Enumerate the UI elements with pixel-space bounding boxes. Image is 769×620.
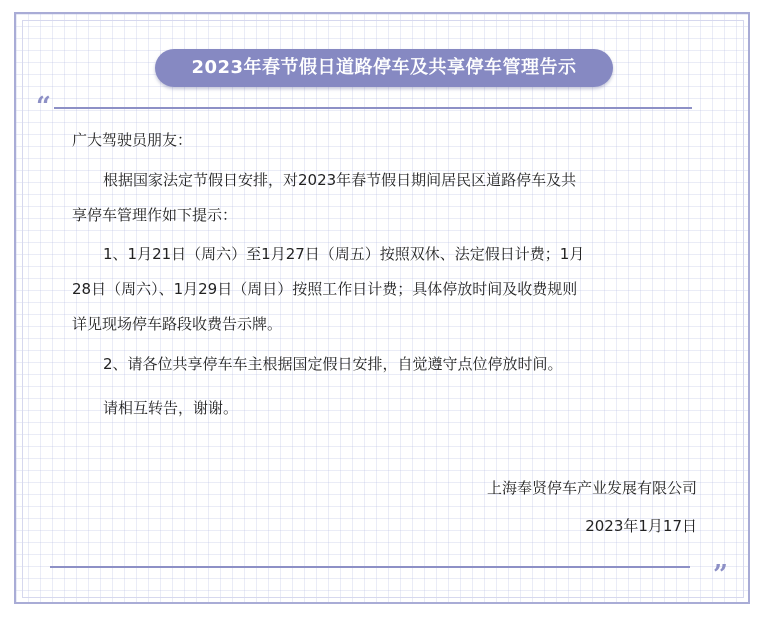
top-divider xyxy=(54,107,692,109)
open-quote-icon: “ xyxy=(36,92,51,122)
item2: 2、请各位共享停车车主根据国定假日安排，自觉遵守点位停放时间。 xyxy=(103,355,563,373)
intro-line-2: 享停车管理作如下提示： xyxy=(72,206,238,224)
closing-line: 请相互转告，谢谢。 xyxy=(103,399,239,417)
bottom-divider xyxy=(50,566,690,568)
signature: 上海奉贤停车产业发展有限公司 xyxy=(486,479,697,497)
item1-line-2: 28日（周六）、1月29日（周日）按照工作日计费；具体停放时间及收费规则 xyxy=(72,280,578,298)
notice-date: 2023年1月17日 xyxy=(585,517,697,535)
close-quote-icon: ” xyxy=(713,560,728,590)
intro-line-1: 根据国家法定节假日安排，对2023年春节假日期间居民区道路停车及共 xyxy=(103,171,577,189)
notice-title: 2023年春节假日道路停车及共享停车管理告示 xyxy=(155,49,613,87)
item1-line-3: 详见现场停车路段收费告示牌。 xyxy=(72,315,283,333)
item1-line-1: 1、1月21日（周六）至1月27日（周五）按照双休、法定假日计费；1月 xyxy=(103,245,585,263)
salutation: 广大驾驶员朋友： xyxy=(72,131,193,149)
